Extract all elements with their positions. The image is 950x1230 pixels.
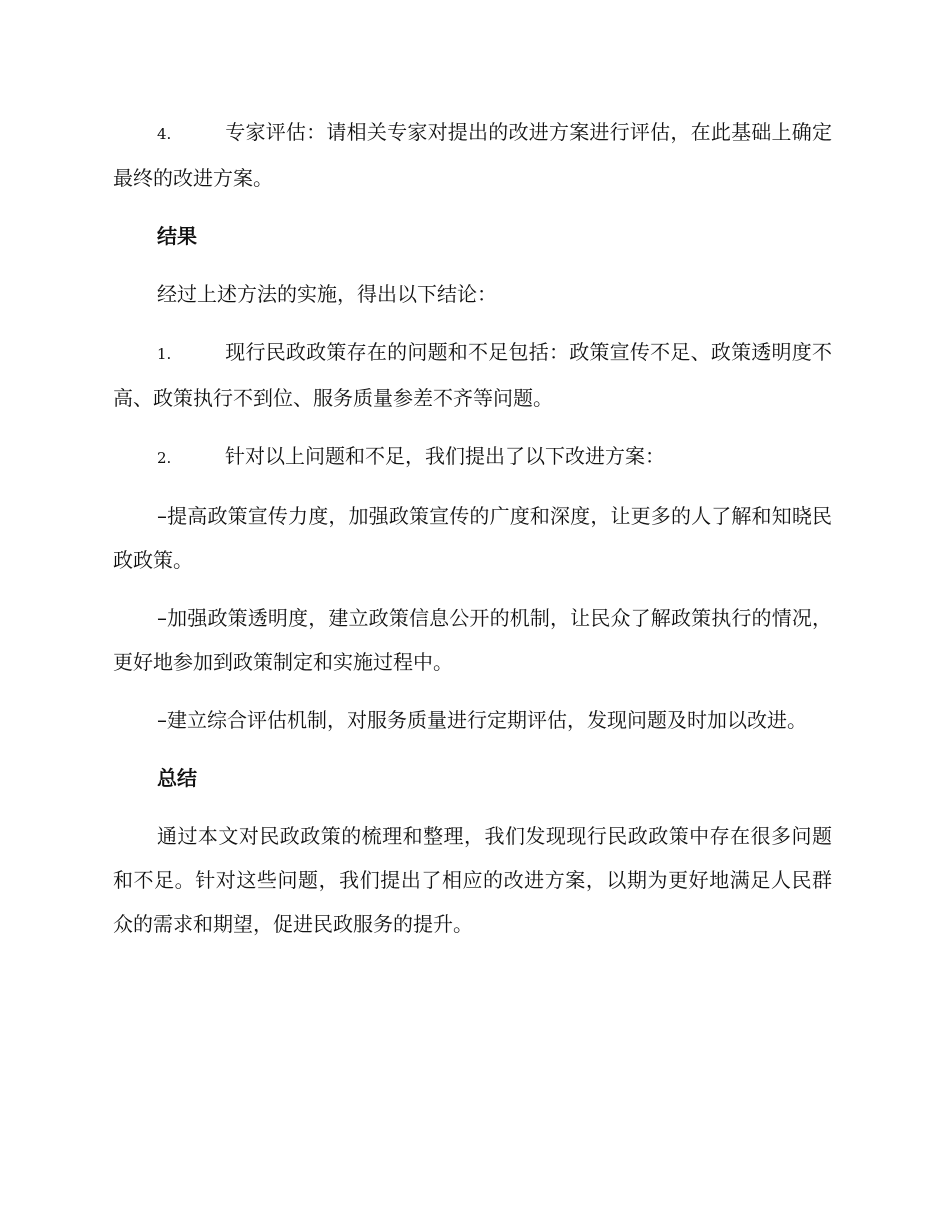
results-intro: 经过上述方法的实施，得出以下结论： — [157, 282, 497, 306]
item-number: 1. — [157, 345, 172, 363]
numbered-item-1 — [113, 330, 832, 420]
results-heading: 结果 — [157, 224, 197, 248]
numbered-item-4 — [113, 110, 832, 200]
numbered-item-2 — [113, 434, 832, 480]
bullet-item: –加强政策透明度，建立政策信息公开的机制，让民众了解政策执行的情况，更好地参加到政策制定和实施过程中。 — [113, 606, 832, 674]
item-number: 2. — [157, 449, 172, 467]
bullet-item: –建立综合评估机制，对服务质量进行定期评估，发现问题及时加以改进。 — [157, 708, 807, 732]
summary-heading: 总结 — [157, 766, 197, 790]
bullet-item: –提高政策宣传力度，加强政策宣传的广度和深度，让更多的人了解和知晓民政政策。 — [113, 504, 832, 572]
item-text: 专家评估：请相关专家对提出的改进方案进行评估，在此基础上确定最终的改进方案。 — [113, 120, 832, 190]
item-number: 4. — [157, 125, 172, 143]
summary-paragraph: 通过本文对民政政策的梳理和整理，我们发现现行民政政策中存在很多问题和不足。针对这些问题，我们提出了相应的改进方案，以期为更好地满足人民群众的需求和期望，促进民政服务的提升。 — [113, 824, 832, 936]
item-text: 现行民政政策存在的问题和不足包括：政策宣传不足、政策透明度不高、政策执行不到位、服务质量参差不齐等问题。 — [113, 340, 832, 410]
item-text: 针对以上问题和不足，我们提出了以下改进方案： — [225, 444, 665, 468]
